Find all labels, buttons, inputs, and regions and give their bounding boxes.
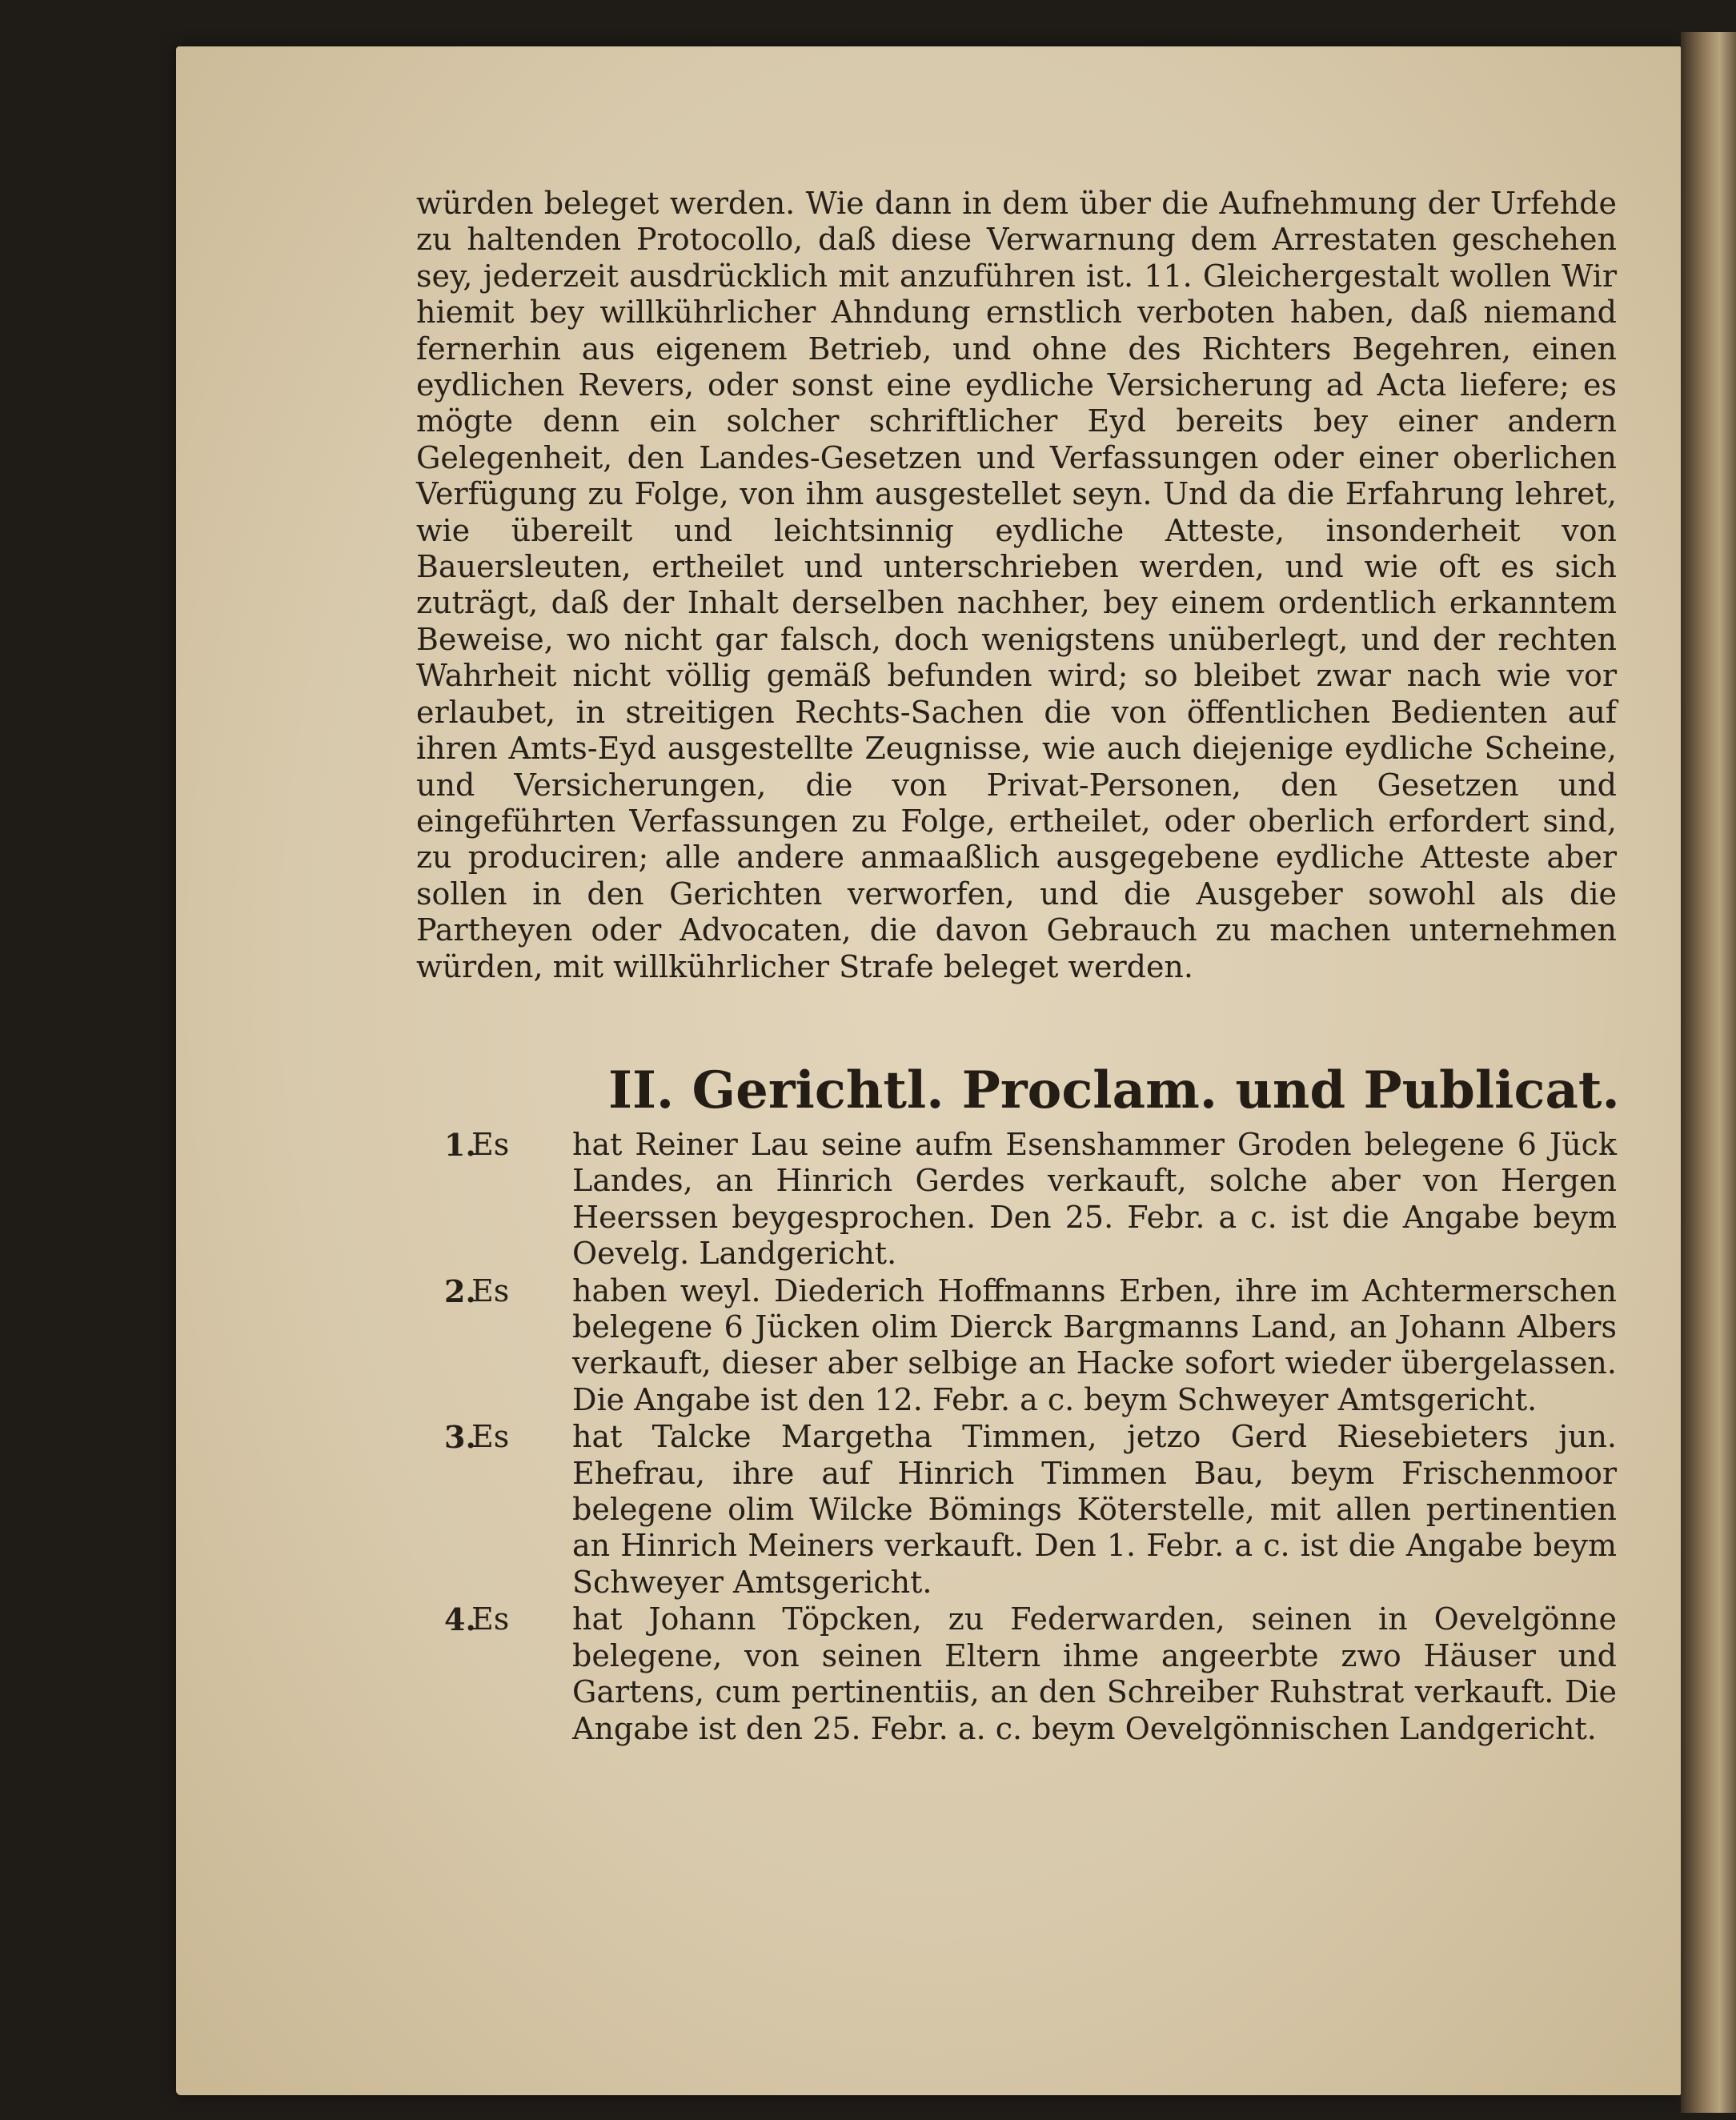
body-text-block: [416, 186, 1617, 985]
announcement-list: [444, 1127, 1617, 1748]
section-heading: II. Gerichtl. Proclam. und Publicat.: [608, 1060, 1620, 1120]
item-number: 2.: [444, 1272, 476, 1309]
item-text: hat Johann Töpcken, zu Federwarden, seinen in Oevelgönne belegene, von seinen Eltern ihme angeerbte zwo Häuser und Gartens, cum pertinentiis, an den Schreiber Ruhstrat verkauft. Die Angabe ist den 25. Febr. a. c. beym Oevelgönnischen Landgericht.: [572, 1601, 1617, 1746]
list-item: [444, 1127, 1617, 1272]
list-item: [444, 1419, 1617, 1601]
list-item: [444, 1601, 1617, 1747]
item-number: 4.: [444, 1601, 476, 1638]
item-text: hat Reiner Lau seine aufm Esenshammer Groden belegene 6 Jück Landes, an Hinrich Gerdes verkauft, solche aber von Hergen Heerssen beygesprochen. Den 25. Febr. a c. ist die Angabe beym Oevelg. Landgericht.: [572, 1127, 1617, 1272]
item-number: 3.: [444, 1419, 476, 1456]
book-spine-edge: [1681, 32, 1736, 2113]
item-lead-word: Es: [471, 1601, 510, 1637]
item-lead-word: Es: [471, 1127, 510, 1162]
item-text: hat Talcke Margetha Timmen, jetzo Gerd Riesebieters jun. Ehefrau, ihre auf Hinrich Timmen Bau, beym Frischenmoor belegene olim Wilcke Bömings Köterstelle, mit allen pertinentien an Hinrich Meiners verkauft. Den 1. Febr. a c. ist die Angabe beym Schweyer Amtsgericht.: [572, 1419, 1617, 1600]
body-paragraph: würden beleget werden. Wie dann in dem über die Aufnehmung der Urfehde zu haltenden Protocollo, daß diese Verwarnung dem Arrestaten geschehen sey, jederzeit ausdrücklich mit anzuführen ist. 11. Gleichergestalt wollen Wir hiemit bey willkührlicher Ahndung ernstlich verboten haben, daß niemand fernerhin aus eigenem Betrieb, und ohne des Richters Begehren, einen eydlichen Revers, oder sonst eine eydliche Versicherung ad Acta liefere; es mögte denn ein solcher schriftlicher Eyd bereits bey einer andern Gelegenheit, den Landes-Gesetzen und Verfassungen oder einer oberlichen Verfügung zu Folge, von ihm ausgestellet seyn. Und da die Erfahrung lehret, wie übereilt und leichtsinnig eydliche Atteste, insonderheit von Bauersleuten, ertheilet und unterschrieben werden, und wie oft es sich zuträgt, daß der Inhalt derselben nachher, bey einem ordentlich erkanntem Beweise, wo nicht gar falsch, doch wenigstens unüberlegt, und der rechten Wahrheit nicht völlig gemäß befunden wird; so bleibet zwar nach wie vor erlaubet, in streitigen Rechts-Sachen die von öffentlichen Bedienten auf ihren Amts-Eyd ausgestellte Zeugnisse, wie auch diejenige eydliche Scheine, und Versicherungen, die von Privat-Personen, den Gesetzen und eingeführten Verfassungen zu Folge, ertheilet, oder oberlich erfordert sind, zu produciren; alle andere anmaaßlich ausgegebene eydliche Atteste aber sollen in den Gerichten verworfen, und die Ausgeber sowohl als die Partheyen oder Advocaten, die davon Gebrauch zu machen unternehmen würden, mit willkührlicher Strafe beleget werden.: [416, 186, 1617, 984]
item-lead-word: Es: [471, 1419, 510, 1455]
list-item: [444, 1273, 1617, 1419]
item-number: 1.: [444, 1127, 476, 1163]
item-text: haben weyl. Diederich Hoffmanns Erben, ihre im Achtermerschen belegene 6 Jücken olim Dierck Bargmanns Land, an Johann Albers verkauft, dieser aber selbige an Hacke sofort wieder übergelassen. Die Angabe ist den 12. Febr. a c. beym Schweyer Amtsgericht.: [572, 1272, 1617, 1417]
item-lead-word: Es: [471, 1272, 510, 1308]
